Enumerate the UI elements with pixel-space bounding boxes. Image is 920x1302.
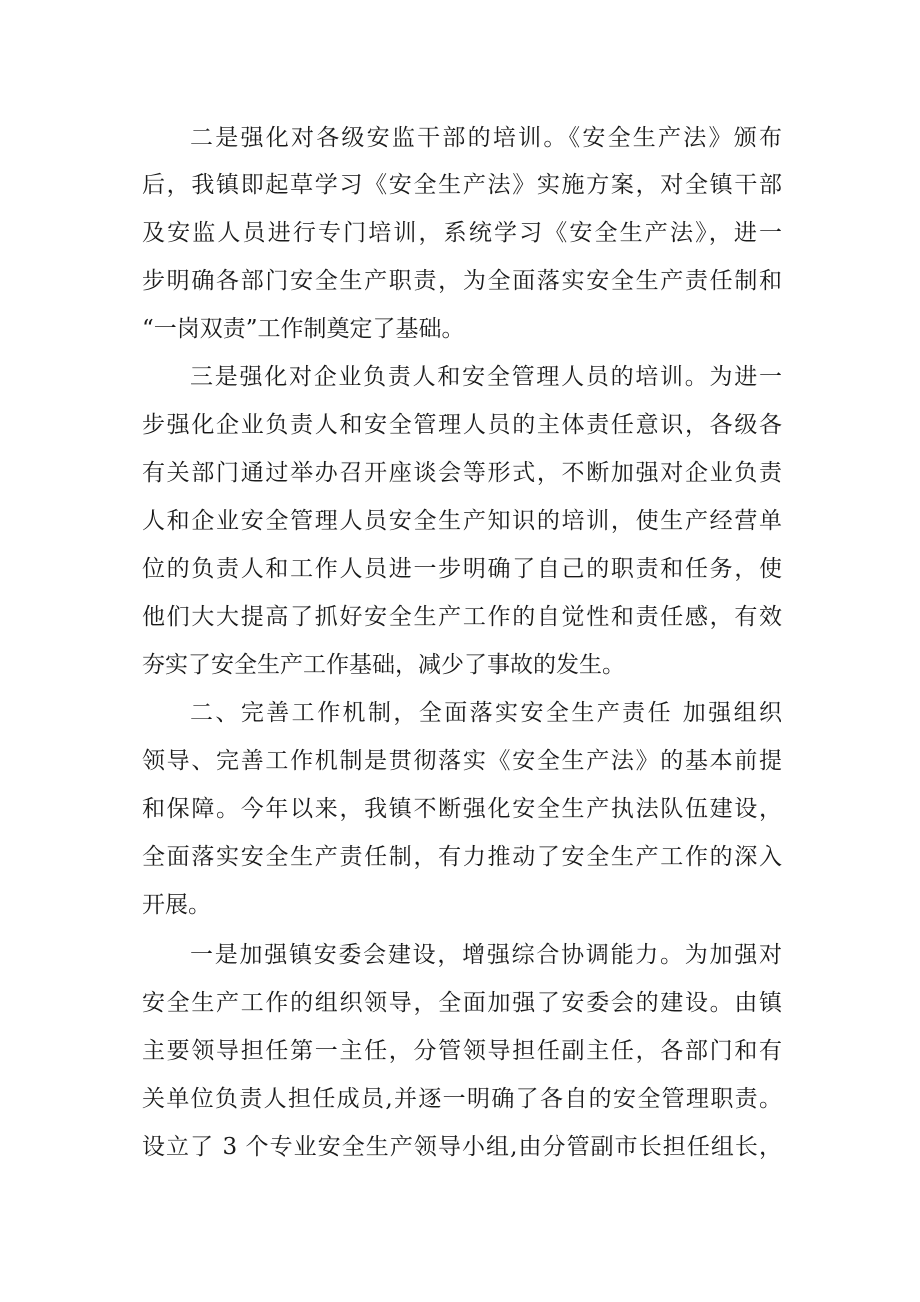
- section-heading-line: 二、完善工作机制，全面落实安全生产责任 加强组织: [190, 700, 782, 726]
- paragraph-line: 设立了 3 个专业安全生产领导小组,由分管副市长担任组长，: [142, 1134, 782, 1160]
- paragraph-line: 后，我镇即起草学习《安全生产法》实施方案，对全镇干部: [142, 172, 782, 198]
- paragraph-line: 夯实了安全生产工作基础，减少了事故的发生。: [142, 652, 625, 678]
- paragraph-line: 步明确各部门安全生产职责，为全面落实安全生产责任制和: [142, 268, 782, 294]
- paragraph-line: 开展。: [142, 892, 211, 918]
- paragraph-line: 有关部门通过举办召开座谈会等形式，不断加强对企业负责: [142, 460, 782, 486]
- paragraph-line: 他们大大提高了抓好安全生产工作的自觉性和责任感，有效: [142, 604, 782, 630]
- paragraph-line: 一是加强镇安委会建设，增强综合协调能力。为加强对: [190, 942, 782, 968]
- paragraph-line: 安全生产工作的组织领导，全面加强了安委会的建设。由镇: [142, 990, 782, 1016]
- paragraph-line: 三是强化对企业负责人和安全管理人员的培训。为进一: [190, 364, 782, 390]
- paragraph-line: 步强化企业负责人和安全管理人员的主体责任意识，各级各: [142, 412, 782, 438]
- paragraph-line: “一岗双责”工作制奠定了基础。: [142, 316, 465, 342]
- paragraph-line: 位的负责人和工作人员进一步明确了自己的职责和任务，使: [142, 556, 782, 582]
- paragraph-line: 领导、完善工作机制是贯彻落实《安全生产法》的基本前提: [142, 748, 782, 774]
- paragraph-line: 全面落实安全生产责任制，有力推动了安全生产工作的深入: [142, 844, 782, 870]
- paragraph-line: 及安监人员进行专门培训，系统学习《安全生产法》，进一: [142, 220, 782, 246]
- paragraph-line: 和保障。今年以来，我镇不断强化安全生产执法队伍建设，: [142, 796, 782, 822]
- paragraph-line: 二是强化对各级安监干部的培训。《安全生产法》颁布: [190, 125, 782, 151]
- paragraph-line: 主要领导担任第一主任，分管领导担任副主任，各部门和有: [142, 1038, 782, 1064]
- paragraph-line: 人和企业安全管理人员安全生产知识的培训，使生产经营单: [142, 508, 782, 534]
- paragraph-line: 关单位负责人担任成员,并逐一明确了各自的安全管理职责。: [142, 1086, 782, 1112]
